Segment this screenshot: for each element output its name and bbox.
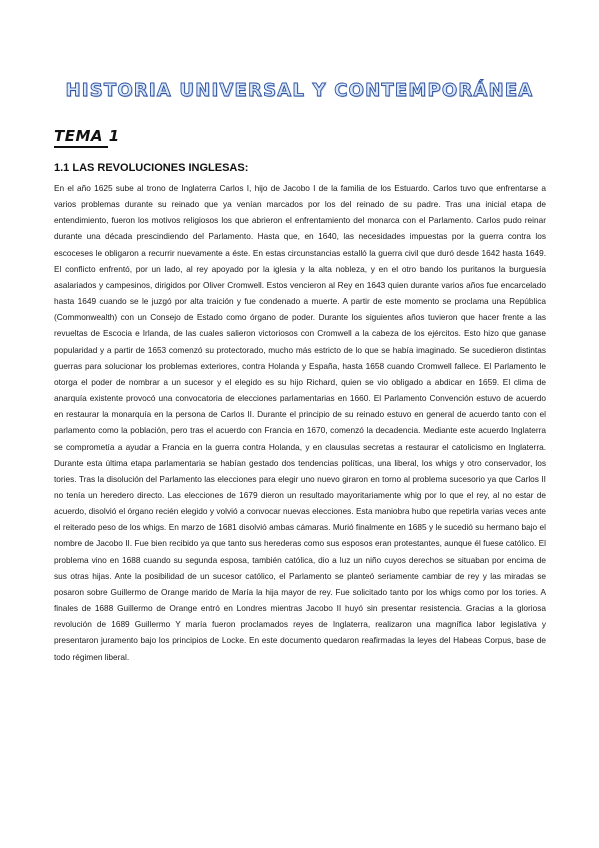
document-title: HISTORIA UNIVERSAL Y CONTEMPORÁNEA (65, 80, 534, 101)
tema-underline (54, 146, 108, 148)
section-heading: 1.1 LAS REVOLUCIONES INGLESAS: (54, 162, 249, 174)
tema-heading: TEMA 1 (54, 127, 120, 145)
body-paragraph: En el año 1625 sube al trono de Inglaterra Carlos I, hijo de Jacobo I de la familia de los Estuardo. Carlos tuvo que enfrentarse a varios problemas durante su reinado que ya venían marcados por los del reinado de su padre. Tras una inicial etapa de entendimiento, fueron los motivos religiosos los que abrieron el enfrentamiento del monarca con el Parlamento. Carlos pudo reinar durante una década prescindiendo del Parlamento. Hasta que, en 1640, las necesidades impuestas por la guerra contra los escoceses le obligaron a recurrir nuevamente a éste. En estas circunstancias estalló la guerra civil que duró desde 1642 hasta 1649. El conflicto enfrentó, por un lado, al rey apoyado por la iglesia y la alta nobleza, y en el otro bando los puritanos la burguesía asalariados y campesinos, dirigidos por Oliver Cromwell. Estos vencieron al Rey en 1643 quien durante varios años fue encarcelado hasta 1649 cuando se le juzgó por alta traición y fue condenado a muerte. A partir de este momento se proclama una República (Commonwealth) con un Consejo de Estado como órgano de poder. Durante los siguientes años tuvieron que hacer frente a las revueltas de Escocia e Irlanda, de las cuales salieron victoriosos con Cromwell a la cabeza de los ejércitos. Esto hizo que ganase popularidad y a partir de 1653 comenzó su protectorado, mucho más estricto de lo que se había imaginado. Se sucedieron distintas guerras para solucionar los problemas exteriores, contra Holanda y España, hasta 1658 cuando Cromwell fallece. El Parlamento le otorga el poder de nombrar a un sucesor y el elegido es su hijo Richard, quien se vio obligado a abdicar en 1659. El clima de anarquía existente provocó una convocatoria de elecciones parlamentarias en 1660. El Parlamento Convención estuvo de acuerdo en restaurar la monarquía en la persona de Carlos II. Durante el principio de su reinado estuvo en general de acuerdo tanto con el parlamento como la población, pero tras el acuerdo con Francia en 1670, comenzó la decadencia. Mediante este acuerdo Inglaterra se comprometía a ayudar a Francia en la guerra contra Holanda, y en clausulas secretas a restaurar el catolicismo en Inglaterra. Durante esta última etapa parlamentaria se habían gestado dos tendencias políticas, una liberal, los whigs y otro conservador, los tories. Tras la disolución del Parlamento las elecciones para elegir uno nuevo giraron en torno al problema sucesorio ya que Carlos II no tenía un heredero directo. Las elecciones de 1679 dieron un resultado mayoritariamente whig por lo que el rey, al no estar de acuerdo, disolvió el órgano recién elegido y volvió a convocar nuevas elecciones. Esta maniobra hubo que repetirla varias veces ante el reiterado peso de los whigs. En marzo de 1681 disolvió ambas cámaras. Murió finalmente en 1685 y le sucedió su hermano bajo el nombre de Jacobo II. Fue bien recibido ya que tanto sus herederas como sus esposos eran protestantes, aunque él fuese católico. El problema vino en 1688 cuando su segunda esposa, también católica, dio a luz un niño cuyos derechos se situaban por encima de sus otras hijas. Ante la posibilidad de un sucesor católico, el Parlamento se planteó seriamente cambiar de rey y las miradas se posaron sobre Guillermo de Orange marido de María la hija mayor de rey. Fue solicitado tanto por los whigs como por los tories. A finales de 1688 Guillermo de Orange entró en Londres mientras Jacobo II huyó sin presentar resistencia. Gracias a la gloriosa revolución de 1689 Guillermo Y maría fueron proclamados reyes de Inglaterra, realizaron una magnífica labor legislativa y presentaron juramento bajo los principios de Locke. En este documento quedaron reafirmadas la leyes del Habeas Corpus, base de todo régimen liberal. (54, 183, 546, 662)
